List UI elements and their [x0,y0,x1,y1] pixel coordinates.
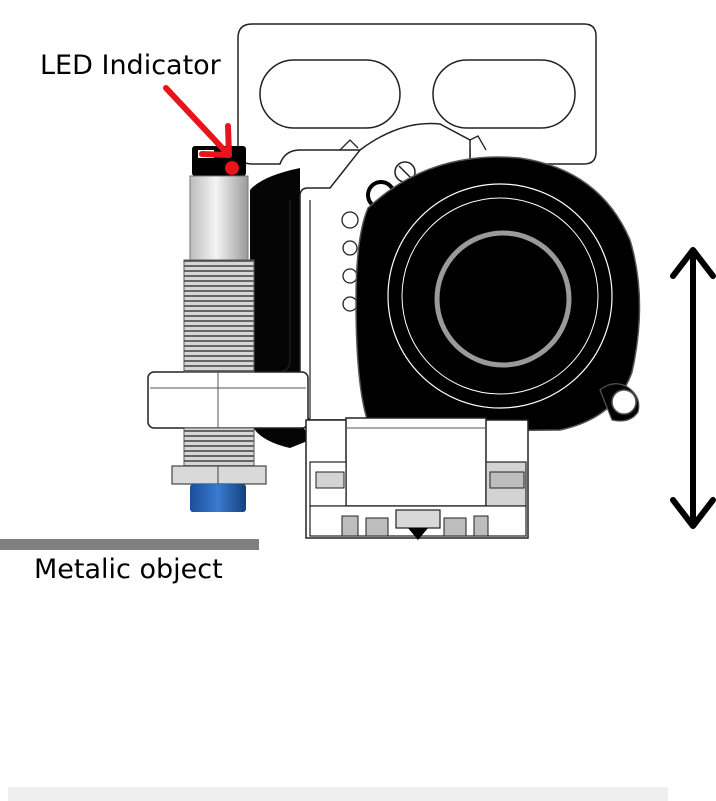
red-arrow-icon [166,88,229,155]
sensor-nut [172,466,266,484]
fan-hub [437,233,569,365]
metallic-object-label: Metalic object [34,554,223,585]
led-indicator-label: LED Indicator [40,50,221,81]
screw-hole [343,269,357,283]
sensor-tip [190,484,246,512]
screw-hole [342,212,358,228]
bracket-slot-left [260,60,400,128]
fan-mount-hole [612,390,636,414]
metallic-object [0,539,259,550]
blower-fan [356,157,640,432]
double-headed-vertical-arrow-icon [673,250,713,526]
led-indicator [225,161,239,175]
screw-hole [343,297,357,311]
sensor-thread-upper [184,260,254,372]
sensor-mount-arm [148,372,308,428]
bottom-strip [8,787,668,801]
sensor-thread-lower [184,428,254,466]
sensor-body [190,176,248,260]
heater-block [306,418,528,540]
bracket-slot-right [433,60,575,128]
screw-hole [343,241,357,255]
